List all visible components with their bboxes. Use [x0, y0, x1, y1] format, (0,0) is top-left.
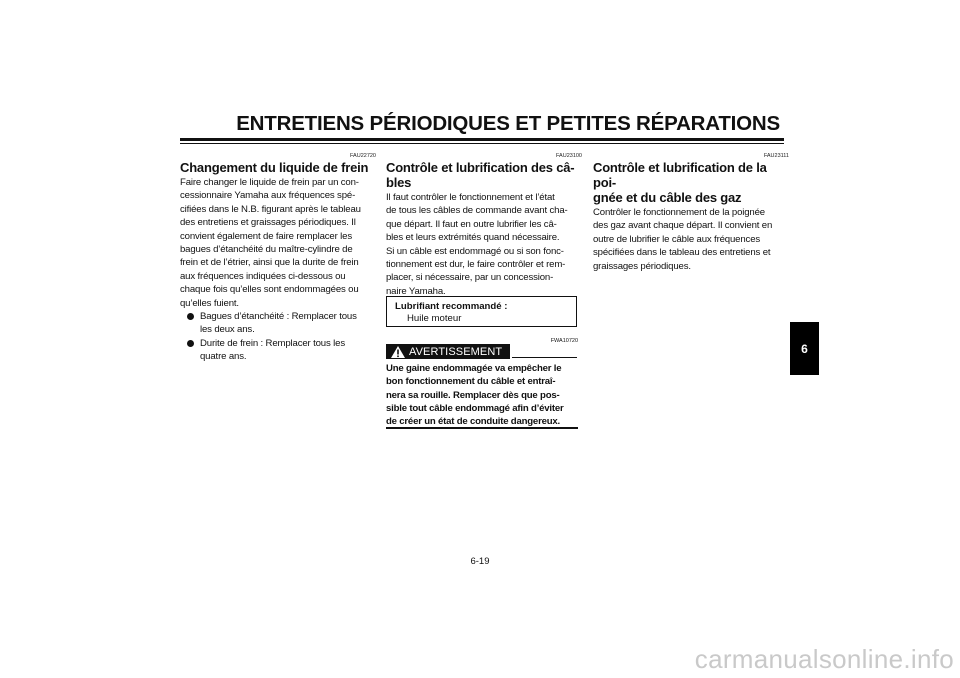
bullet-text: Bagues d’étanchéité : Remplacer tous les deux ans. — [200, 311, 357, 336]
warning-code: FWA10720 — [550, 338, 578, 344]
section-code: FAU23100 — [556, 153, 582, 159]
header-rule-thin — [180, 143, 784, 144]
chapter-tab: 6 — [790, 322, 819, 375]
bullet-text: Durite de frein : Remplacer tous les quatre ans. — [200, 337, 345, 363]
section-code: FAU22720 — [350, 153, 376, 159]
section-title: Contrôle et lubrification des câ- bles — [386, 160, 575, 190]
section-code: FAU23111 — [763, 153, 789, 159]
header-rule-thick — [180, 138, 784, 141]
note-title: Lubrifiant recommandé : — [395, 301, 508, 312]
page-header-title: ENTRETIENS PÉRIODIQUES ET PETITES RÉPARATIONS — [236, 112, 780, 135]
warning-text: Une gaine endommagée va empêcher le bon fonctionnement du câble et entraî- nera sa rouille. Remplacer dès que pos- sible tout câble endommagé afin d’éviter de créer un état de conduite dangereux. — [386, 363, 564, 428]
warning-banner — [386, 344, 510, 359]
bullet-list — [180, 310, 376, 364]
note-text: Huile moteur — [407, 312, 462, 324]
section-title: Changement du liquide de frein — [180, 160, 369, 175]
section-body: Contrôler le fonctionnement de la poignée des gaz avant chaque départ. Il convient en outre de lubrifier le câble aux fréquences spécifiées dans le tableau des entretiens et graissages périodiques. — [593, 207, 773, 272]
list-item — [180, 310, 376, 337]
section-body: Il faut contrôler le fonctionnement et l’état de tous les câbles de commande avant cha- que départ. Il faut en outre lubrifier les câ- bles et leurs extrémités quand nécessaire. Si un câble est endommagé ou si son fonc- tionnement est dur, le faire contrôler et rem- placer, si nécessaire, par un concession- naire Yamaha. — [386, 192, 568, 297]
watermark: carmanualsonline.info — [694, 644, 954, 674]
bullet-icon — [187, 340, 194, 347]
warning-rule — [512, 357, 577, 358]
warning-triangle-icon — [390, 345, 406, 359]
section-cables — [386, 152, 582, 298]
section-body: Faire changer le liquide de frein par un con- cessionnaire Yamaha aux fréquences spé- cifiées dans le N.B. figurant après le tableau des entretiens et graissages périodiques. Il convient également de faire remplacer les bagues d’étanchéité du maître-cylindre de frein et de l’étrier, ainsi que la durite de frein aux fréquences indiquées ci-dessous ou chaque fois qu’elles sont endommagées ou qu’elles fuient. — [180, 177, 361, 309]
bullet-icon — [187, 313, 194, 320]
section-brake-fluid — [180, 152, 376, 364]
section-throttle — [593, 152, 789, 273]
warning-label: AVERTISSEMENT — [409, 345, 503, 358]
warning-bottom-rule — [386, 427, 578, 429]
recommended-lubricant-box — [386, 296, 577, 327]
section-title: Contrôle et lubrification de la poi- gnée et du câble des gaz — [593, 160, 767, 205]
list-item — [180, 337, 376, 364]
page-number: 6-19 — [470, 556, 490, 567]
